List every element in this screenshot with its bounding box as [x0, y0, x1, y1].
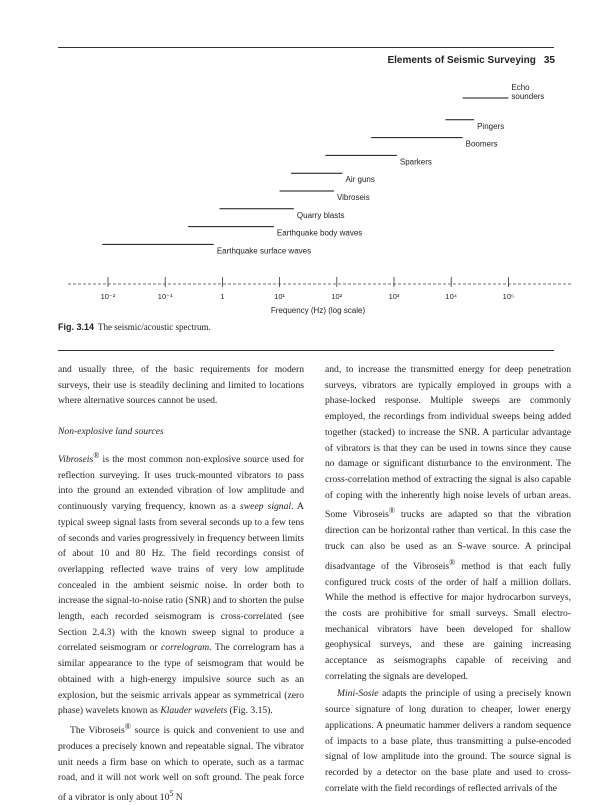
right-paragraph-1	[325, 362, 571, 684]
range-label: Earthquake body waves	[276, 228, 363, 238]
axis-ticks	[101, 277, 515, 301]
figure-caption	[58, 322, 211, 332]
left-p2-text-c: . The correlogram has a similar appearance to the type of seismogram that would be obtained with a high-energy impulsive source such as an explosion, but the seismic arrivals appear as symmetrical (zero phase) wavelets known as	[58, 642, 304, 717]
registered-mark: ®	[388, 506, 395, 516]
figure-caption-text: The seismic/acoustic spectrum.	[98, 322, 211, 332]
left-p3-text-b: source is quick and convenient to use and produces a precisely known and repeatable signal. The vibrator unit needs a firm base on which to operate, such as a tarmac road, and it will not work well on soft ground. The peak force of a vibrator is only about 10	[58, 725, 305, 804]
tick-label: 10⁴	[445, 292, 457, 301]
running-head-title: Elements of Seismic Surveying	[387, 55, 536, 66]
running-head	[387, 55, 555, 66]
right-p1-text-c: method is that each fully configured truck costs of the order of half a million dollars. While the method is effective for major hydrocarbon surveys, the costs are prohibitive for small surveys. Small electro-mechanical vibrators have been developed for shallow geophysical surveys, and these are gaining increasing acceptance as seismographs capable of receiving and correlating the signals are developed.	[325, 560, 571, 682]
header-rule	[58, 47, 554, 48]
range-label: Vibroseis	[336, 193, 370, 202]
registered-mark: ®	[124, 721, 131, 731]
left-p1-text: and usually three, of the basic requirements for modern surveys, their use is steadily declining and limited to locations where alternative sources cannot be used.	[58, 364, 304, 407]
range-label: Quarry blasts	[296, 210, 345, 220]
tick-label: 10¹	[274, 292, 286, 301]
term-mini-sosie: Mini-Sosie	[337, 688, 379, 700]
range-label: Air guns	[345, 175, 375, 185]
term-correlogram: correlogram	[161, 642, 210, 654]
left-p3-text-c: N	[173, 792, 183, 804]
x-axis-label: Frequency (Hz) (log scale)	[270, 306, 366, 315]
page-number: 35	[543, 55, 555, 66]
range-label: Sparkers	[399, 157, 432, 167]
right-column	[325, 362, 571, 796]
tick-label: 10³	[388, 292, 400, 301]
right-p1-text-b: trucks are adapted so that the vibration direction can be horizontal rather than vertical. In this case the truck can also be used as an S-wave source. A principal disadvantage of the Vibroseis	[325, 509, 571, 572]
exponent: 5	[169, 788, 174, 798]
range-label: Earthquake surface waves	[216, 246, 312, 256]
seismic-spectrum-chart	[0, 80, 613, 315]
right-paragraph-2	[325, 686, 571, 796]
registered-mark: ®	[93, 450, 100, 460]
tick-label: 10⁻²	[100, 292, 116, 301]
tick-label: 10⁵	[502, 292, 515, 301]
caption-rule	[58, 350, 554, 351]
left-p2-text-b: . A typical sweep signal lasts from several seconds up to a few tens of seconds and varies progressively in frequency between limits of about 10 and 80 Hz. The field recordings consist of overlapping reflected wave trains of very low amplitude concealed in the ambient seismic noise. In order both to increase the signal-to-noise ratio (SNR) and to shorten the pulse length, each recorded seismogram is cross-correlated (see Section 2.4.3) with the known sweep signal to produce a correlated seismogram or	[58, 501, 304, 654]
section-heading: Non-explosive land sources	[58, 426, 164, 438]
range-label: Echo sounders	[511, 83, 545, 101]
tick-label: 10²	[331, 292, 343, 301]
range-label: Pingers	[477, 121, 505, 131]
left-column	[58, 362, 304, 806]
term-klauder-wavelets: Klauder wavelets	[160, 705, 228, 717]
frequency-ranges	[102, 83, 544, 255]
term-sweep-signal: sweep signal	[240, 501, 292, 513]
term-vibroseis: Vibroseis	[58, 454, 94, 465]
left-paragraph-2	[58, 448, 304, 719]
right-p1-text-a: and, to increase the transmitted energy for deep penetration surveys, vibrators are typically employed in groups with a phase-locked response. Multiple sweeps are commonly employed, the recordings from individual sweeps being added together (stacked) to increase the SNR. A particular advantage of vibrators is that they can be used in towns since they cause no damage or significant disturbance to the environment. The cross-correlation method of extracting the signal is also capable of coping with the inherently high noise levels of urban areas. Some Vibroseis	[325, 364, 571, 521]
figure-label: Fig. 3.14	[58, 322, 95, 332]
right-p2-text: adapts the principle of using a precisely known source signature of long duration to cheaper, lower energy applications. A pneumatic hammer delivers a random sequence of impacts to a base plate, thus transmitting a pulse-encoded signal of low amplitude into the ground. The source signal is recorded by a detector on the base plate and used to cross-correlate with the field recordings of reflected arrivals of the	[325, 688, 571, 794]
left-p3-text-a: The Vibroseis	[70, 725, 125, 737]
tick-label: 1	[220, 292, 225, 301]
left-p2-text-a: is the most common non-explosive source used for reflection surveying. It uses truck-mounted vibrators to pass into the ground an extended vibration of low amplitude and continuously varying frequency, known as a	[58, 454, 304, 513]
tick-label: 10⁻¹	[157, 292, 173, 301]
left-p2-text-d: (Fig. 3.15).	[227, 705, 273, 717]
left-paragraph-3	[58, 719, 304, 806]
range-label: Boomers	[465, 139, 498, 149]
left-paragraph-1	[58, 362, 304, 409]
registered-mark: ®	[449, 557, 456, 567]
